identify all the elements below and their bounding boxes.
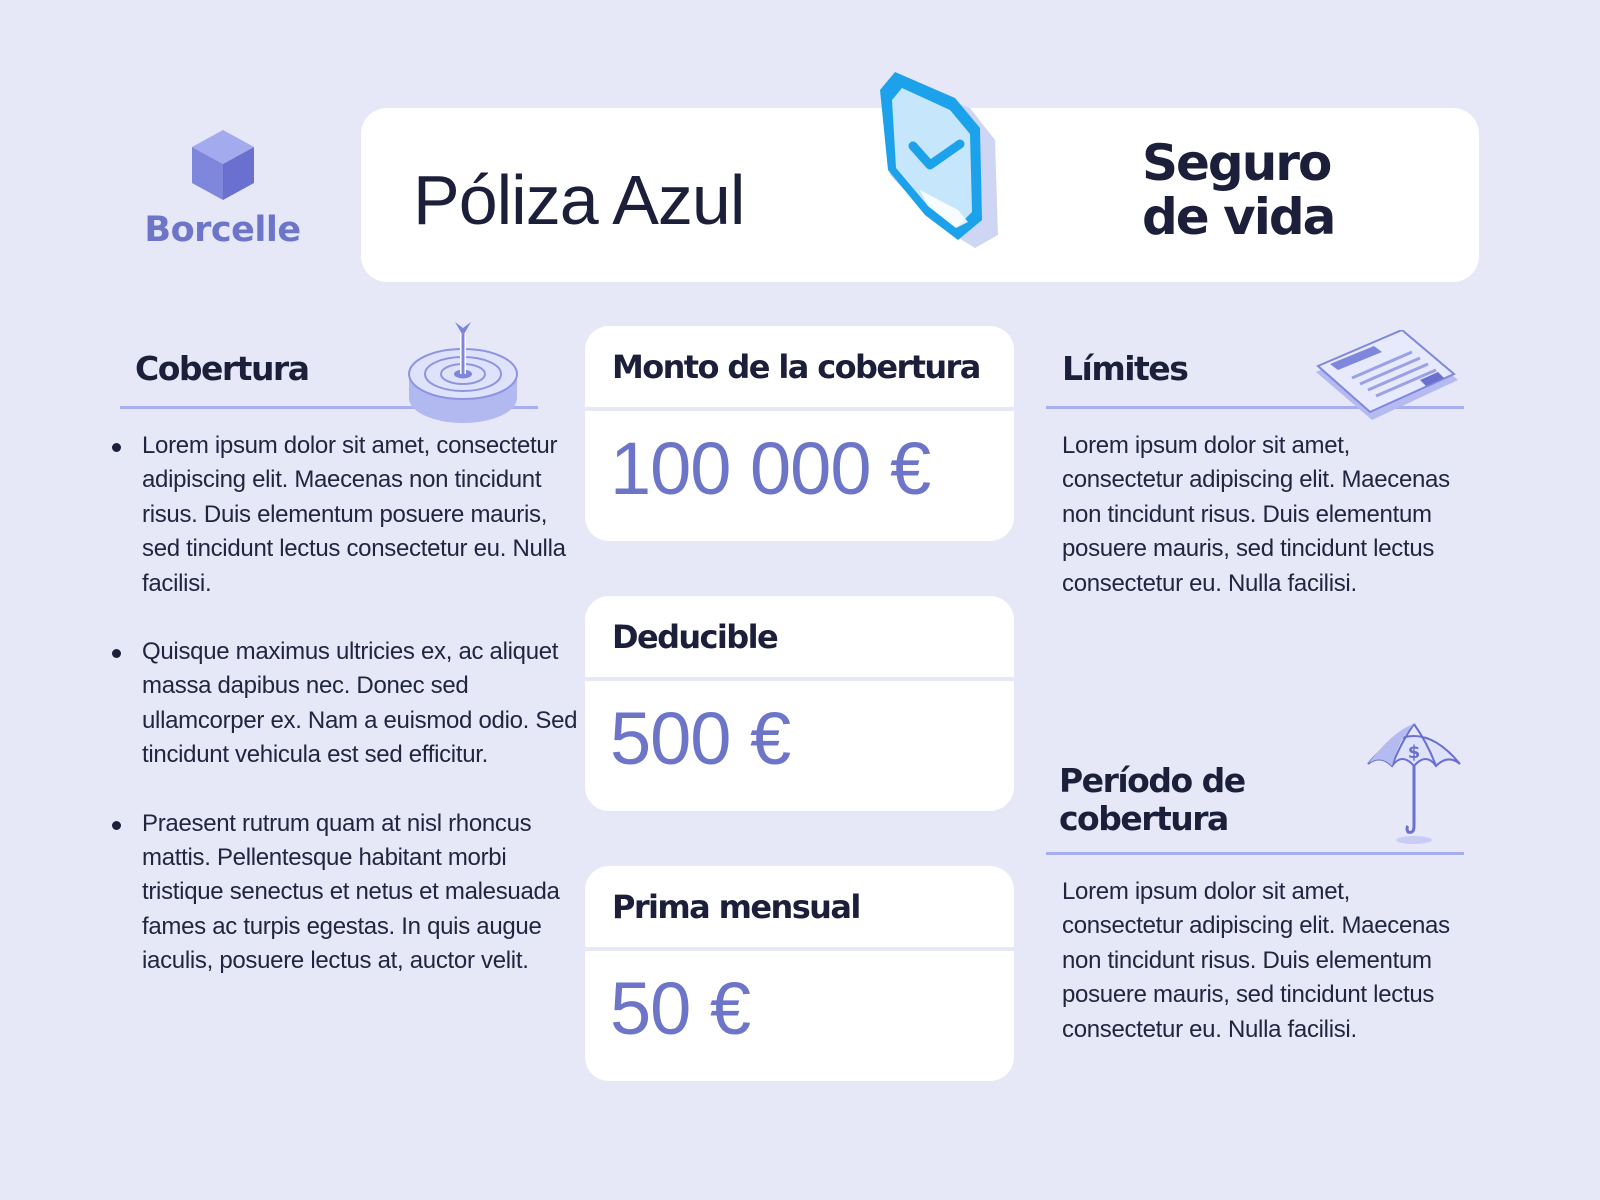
deductible-card [585,596,1014,811]
card-divider [585,407,1014,411]
period-title-line2: cobertura [1059,799,1228,838]
list-item: Lorem ipsum dolor sit amet, consectetur adipiscing elit. Maecenas non tincidunt risus. Duis elementum posuere mauris, sed tincidunt lectus consectetur eu. Nulla facilisi. [142,429,582,601]
list-item: Praesent rutrum quam at nisl rhoncus mattis. Pellentesque habitant morbi tristique senectus et netus et malesuada fames ac turpis egestas. In quis augue iaculis, posuere lectus at, auctor velit. [142,807,582,979]
card-value: 100 000 € [610,427,931,510]
card-divider [585,677,1014,681]
brand-logo [140,128,305,250]
shield-check-icon [880,70,1010,250]
policy-name: Póliza Azul [413,161,745,239]
card-title: Prima mensual [612,888,860,926]
card-title: Deducible [612,618,778,656]
product-title [1142,136,1334,244]
period-title-line1: Período de [1059,761,1245,800]
cube-icon [190,128,256,202]
period-title [1059,762,1245,838]
coverage-amount-card [585,326,1014,541]
limits-text: Lorem ipsum dolor sit amet, consectetur adipiscing elit. Maecenas non tincidunt risus. Duis elementum posuere mauris, sed tincidunt lectus consectetur eu. Nulla facilisi. [1062,432,1450,597]
document-icon [1312,330,1462,425]
period-divider [1046,852,1464,855]
target-icon [405,318,525,430]
product-title-line2: de vida [1142,188,1335,246]
coverage-list [110,429,582,1013]
svg-text:$: $ [1407,742,1421,763]
list-item: Quisque maximus ultricies ex, ac aliquet massa dapibus nec. Donec sed ullamcorper ex. Nam a euismod odio. Sed tincidunt vehicula est sed efficitur. [142,635,582,773]
coverage-title: Cobertura [135,349,309,388]
card-value: 500 € [610,697,791,780]
umbrella-dollar-icon [1364,718,1464,846]
period-text: Lorem ipsum dolor sit amet, consectetur adipiscing elit. Maecenas non tincidunt risus. Duis elementum posuere mauris, sed tincidunt lectus consectetur eu. Nulla facilisi. [1062,878,1450,1043]
limits-title: Límites [1062,349,1188,388]
product-title-line1: Seguro [1142,134,1331,192]
card-title: Monto de la cobertura [612,348,980,386]
brand-name: Borcelle [144,210,301,250]
card-value: 50 € [610,967,751,1050]
monthly-premium-card [585,866,1014,1081]
card-divider [585,947,1014,951]
